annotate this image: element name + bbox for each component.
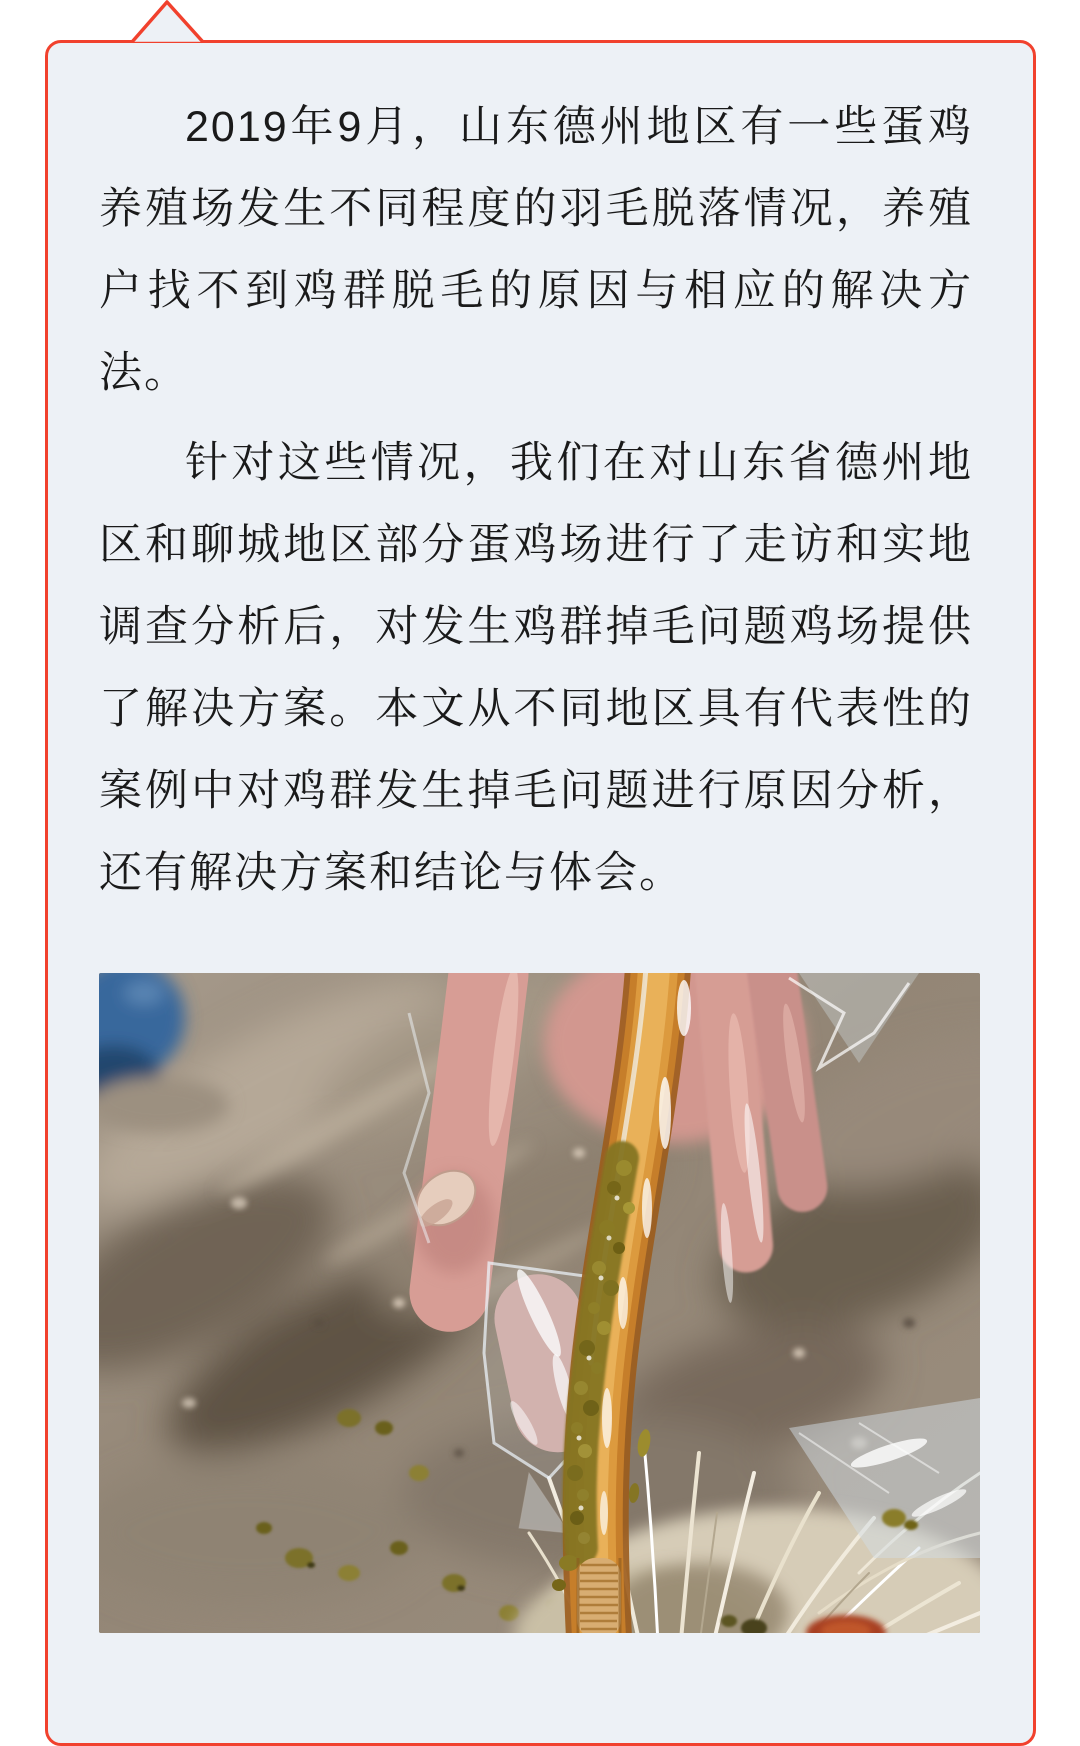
paragraph: 2019年9月，山东德州地区有一些蛋鸡养殖场发生不同程度的羽毛脱落情况，养殖户找不到鸡群脱毛的原因与相应的解决方法。 xyxy=(99,103,973,397)
article-photo[interactable] xyxy=(99,973,980,1633)
article-text xyxy=(99,86,973,914)
paragraph: 针对这些情况，我们在对山东省德州地区和聊城地区部分蛋鸡场进行了走访和实地调查分析后，对发生鸡群掉毛问题鸡场提供了解决方案。本文从不同地区具有代表性的案例中对鸡群发生掉毛问题进行原因分析，还有解决方案和结论与体会。 xyxy=(99,439,973,897)
callout-content xyxy=(99,86,981,1633)
intestine-striations xyxy=(577,1558,621,1633)
callout-notch-icon xyxy=(125,0,215,46)
callout-box xyxy=(45,40,1036,1746)
photo-illustration xyxy=(99,973,980,1633)
